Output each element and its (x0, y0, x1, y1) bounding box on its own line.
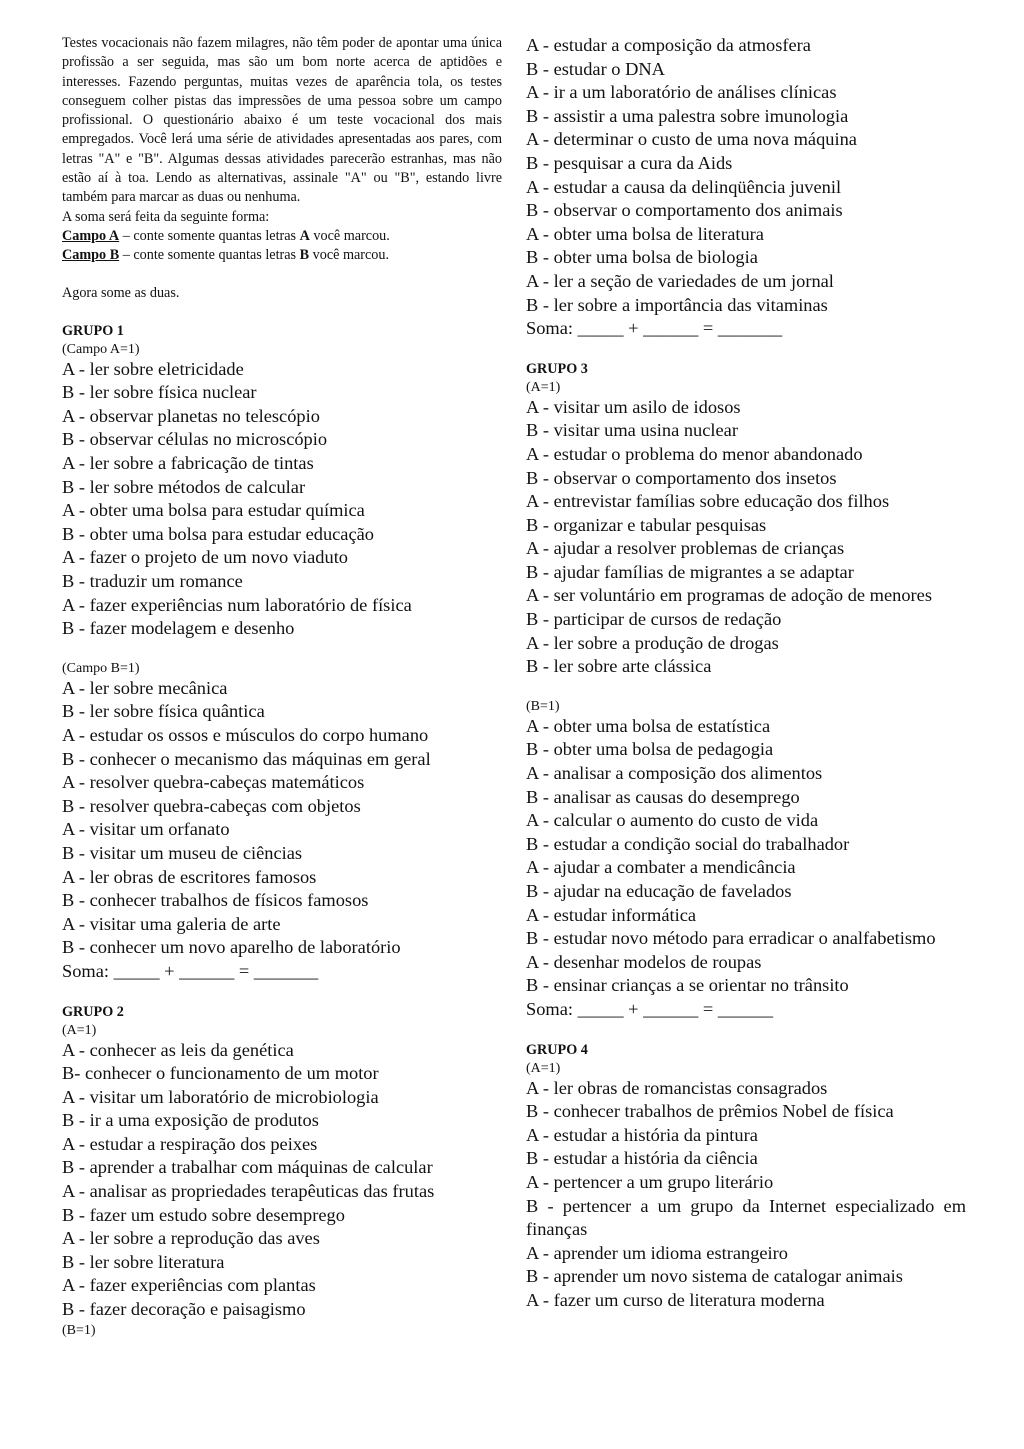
grupo3-item-a: B - visitar uma usina nuclear (526, 420, 738, 441)
grupo1-item-a: B - ler sobre física nuclear (62, 382, 257, 403)
grupo4-item-a: B - aprender um novo sistema de catalogar animais (526, 1266, 903, 1287)
grupo3-item-b: B - ajudar na educação de favelados (526, 881, 792, 901)
grupo1-item-b: A - ler sobre mecânica (62, 677, 228, 698)
grupo2-soma: Soma: _____ + ______ = _______ (526, 318, 783, 339)
grupo2-item-a: B - ler sobre literatura (62, 1251, 225, 1272)
grupo3-item-b: A - analisar a composição dos alimentos (526, 763, 823, 784)
grupo3-item-b: A - ajudar a combater a mendicância (526, 857, 796, 878)
grupo3-item-a: B - ajudar famílias de migrantes a se adaptar (526, 561, 854, 582)
grupo1-sub-b: (Campo B=1) (62, 660, 140, 676)
grupo2-item-a: B - aprender a trabalhar com máquinas de calcular (62, 1157, 433, 1178)
grupo1-item-a: B - traduzir um romance (62, 571, 243, 592)
grupo2-item-b: A - obter uma bolsa de literatura (526, 223, 764, 244)
grupo3-item-b: B - ensinar crianças a se orientar no trânsito (526, 975, 849, 996)
grupo1-item-a: A - fazer o projeto de um novo viaduto (62, 547, 348, 568)
grupo1-item-a: B - obter uma bolsa para estudar educação (62, 523, 374, 544)
grupo3-item-b: B - analisar as causas do desemprego (526, 786, 800, 807)
grupo2-item-b: B - ler sobre a importância das vitaminas (526, 294, 828, 315)
grupo1-item-b: B - conhecer trabalhos de físicos famosos (62, 890, 369, 911)
grupo2-item-b: A - ler a seção de variedades de um jornal (526, 270, 834, 291)
grupo2-item-b: A - ir a um laboratório de análises clínicas (526, 82, 837, 103)
grupo2-list-b (526, 34, 966, 317)
grupo2-title: GRUPO 2 (62, 1003, 124, 1020)
grupo1-item-a: B - fazer modelagem e desenho (62, 618, 295, 639)
left-column (62, 34, 502, 1339)
grupo2-item-a: B - fazer decoração e paisagismo (62, 1299, 306, 1320)
grupo3-item-b: A - obter uma bolsa de estatística (526, 715, 771, 736)
grupo4-sub-a: (A=1) (526, 1060, 561, 1076)
grupo1-item-a: A - ler sobre a fabricação de tintas (62, 453, 314, 474)
grupo2-item-b: A - determinar o custo de uma nova máquina (526, 129, 857, 150)
intro-final: Agora some as duas. (62, 284, 180, 301)
grupo3-soma: Soma: _____ + ______ = ______ (526, 998, 774, 1019)
grupo2-item-b: A - estudar a composição da atmosfera (526, 35, 811, 55)
campo-a-label: Campo A (62, 227, 120, 244)
intro-sum-line: A soma será feita da seguinte forma: (62, 208, 270, 225)
grupo1-item-b: A - ler obras de escritores famosos (62, 866, 317, 887)
grupo1-item-a: A - ler sobre eletricidade (62, 358, 244, 379)
grupo1-title: GRUPO 1 (62, 322, 124, 339)
grupo2-item-a: A - conhecer as leis da genética (62, 1039, 294, 1060)
grupo1-list-b (62, 677, 502, 960)
grupo2-item-a: B - fazer um estudo sobre desemprego (62, 1204, 345, 1225)
grupo3-item-b: B - estudar a condição social do trabalhador (526, 833, 850, 854)
grupo3-item-a: B - observar o comportamento dos insetos (526, 467, 837, 488)
grupo2-item-b: B - obter uma bolsa de biologia (526, 247, 758, 268)
right-column (526, 34, 966, 1313)
grupo2-item-b: B - assistir a uma palestra sobre imunologia (526, 105, 849, 126)
grupo1-item-b: A - visitar um orfanato (62, 819, 230, 840)
grupo1-item-b: A - visitar uma galeria de arte (62, 913, 281, 934)
grupo1-item-b: B - conhecer um novo aparelho de laboratório (62, 937, 401, 958)
grupo3-item-a: A - entrevistar famílias sobre educação dos filhos (526, 491, 890, 512)
grupo1-item-a: B - observar células no microscópio (62, 429, 328, 450)
grupo2-item-a: A - visitar um laboratório de microbiologia (62, 1086, 379, 1107)
grupo1-item-a: A - observar planetas no telescópio (62, 405, 320, 426)
grupo2-item-b: B - observar o comportamento dos animais (526, 200, 843, 221)
grupo3-sub-a: (A=1) (526, 379, 561, 395)
grupo3-item-a: B - ler sobre arte clássica (526, 656, 712, 677)
grupo3-list-b (526, 715, 966, 998)
campo-b-letter: B (299, 246, 310, 263)
grupo2-list-a (62, 1039, 502, 1322)
grupo1-item-b: B - ler sobre física quântica (62, 701, 265, 722)
grupo4-item-a: A - estudar a história da pintura (526, 1124, 758, 1145)
campo-b-rule (62, 246, 502, 265)
intro-section (62, 34, 502, 227)
grupo3-item-a: A - ler sobre a produção de drogas (526, 632, 779, 653)
campo-b-label: Campo B (62, 246, 120, 263)
grupo1-item-a: A - obter uma bolsa para estudar química (62, 500, 365, 521)
grupo1-sub-a: (Campo A=1) (62, 341, 140, 357)
grupo3-item-b: A - desenhar modelos de roupas (526, 951, 762, 972)
grupo3-item-a: B - organizar e tabular pesquisas (526, 514, 767, 535)
grupo3-sub-b: (B=1) (526, 698, 560, 714)
grupo2-sub-a: (A=1) (62, 1022, 97, 1038)
grupo1-item-b: B - resolver quebra-cabeças com objetos (62, 795, 361, 816)
grupo3-item-a: B - participar de cursos de redação (526, 609, 782, 630)
grupo4-item-a: B - pertencer a um grupo da Internet especializado em finanças (526, 1195, 966, 1240)
grupo1-item-b: A - estudar os ossos e músculos do corpo humano (62, 724, 429, 745)
grupo2-item-b: B - pesquisar a cura da Aids (526, 152, 733, 173)
grupo2-item-a: A - fazer experiências com plantas (62, 1275, 316, 1296)
campo-a-letter: A (299, 227, 310, 244)
grupo1-soma: Soma: _____ + ______ = _______ (62, 960, 319, 981)
grupo1-item-a: A - fazer experiências num laboratório de física (62, 594, 412, 615)
grupo1-item-a: B - ler sobre métodos de calcular (62, 476, 306, 497)
grupo2-sub-b: (B=1) (62, 1322, 96, 1338)
grupo2-item-a: A - analisar as propriedades terapêuticas das frutas (62, 1181, 435, 1202)
grupo3-item-a: A - ser voluntário em programas de adoção de menores (526, 585, 932, 606)
grupo3-item-a: A - estudar o problema do menor abandonado (526, 443, 863, 464)
grupo3-item-b: A - calcular o aumento do custo de vida (526, 810, 819, 831)
campo-a-rule (62, 227, 502, 246)
grupo1-item-b: B - conhecer o mecanismo das máquinas em geral (62, 748, 431, 769)
grupo1-item-b: B - visitar um museu de ciências (62, 842, 303, 863)
grupo1-item-b: A - resolver quebra-cabeças matemáticos (62, 772, 365, 793)
grupo2-item-a: A - estudar a respiração dos peixes (62, 1133, 318, 1154)
intro-paragraph: Testes vocacionais não fazem milagres, não têm poder de apontar uma única profissão a ser seguida, mas são um bom norte acerca de aptidões e interesses. Fazendo perguntas, muitas vezes de aparência tola, os testes conseguem colher pistas das impressões de uma pessoa sobre um campo profissional. O questionário abaixo é um teste vocacional dos mais empregados. Você lerá uma série de atividades apresentadas aos pares, com letras "A" e "B". Algumas dessas atividades parecerão estranhas, mas não estão aí à toa. Lendo as alternativas, assinale "A" ou "B", estando livre também para marcar as duas ou nenhuma. (62, 35, 502, 206)
grupo1-list-a (62, 358, 502, 641)
grupo3-item-b: B - estudar novo método para erradicar o analfabetismo (526, 928, 936, 949)
grupo4-item-a: A - pertencer a um grupo literário (526, 1171, 774, 1192)
grupo4-list-a (526, 1077, 966, 1313)
grupo3-item-b: A - estudar informática (526, 904, 697, 925)
grupo4-title: GRUPO 4 (526, 1041, 588, 1058)
grupo2-item-a: B - ir a uma exposição de produtos (62, 1110, 319, 1131)
grupo4-item-a: B - estudar a história da ciência (526, 1148, 758, 1169)
grupo4-item-a: B - conhecer trabalhos de prêmios Nobel de física (526, 1101, 894, 1122)
grupo4-item-a: A - ler obras de romancistas consagrados (526, 1077, 828, 1098)
grupo4-item-a: A - aprender um idioma estrangeiro (526, 1242, 788, 1263)
grupo2-item-a: B- conhecer o funcionamento de um motor (62, 1063, 379, 1084)
grupo3-item-a: A - ajudar a resolver problemas de crianças (526, 538, 845, 559)
grupo3-title: GRUPO 3 (526, 360, 588, 377)
grupo2-item-b: B - estudar o DNA (526, 58, 665, 79)
grupo2-item-b: A - estudar a causa da delinqüência juvenil (526, 176, 842, 197)
campo-a-text-before: – conte somente quantas letras (119, 227, 300, 244)
grupo3-item-a: A - visitar um asilo de idosos (526, 396, 741, 417)
grupo4-item-a: A - fazer um curso de literatura moderna (526, 1289, 825, 1310)
grupo2-item-a: A - ler sobre a reprodução das aves (62, 1228, 320, 1249)
campo-b-text-after: você marcou. (309, 246, 390, 263)
campo-b-text-before: – conte somente quantas letras (119, 246, 300, 263)
grupo3-item-b: B - obter uma bolsa de pedagogia (526, 739, 774, 760)
grupo3-list-a (526, 396, 966, 679)
campo-a-text-after: você marcou. (309, 227, 390, 244)
